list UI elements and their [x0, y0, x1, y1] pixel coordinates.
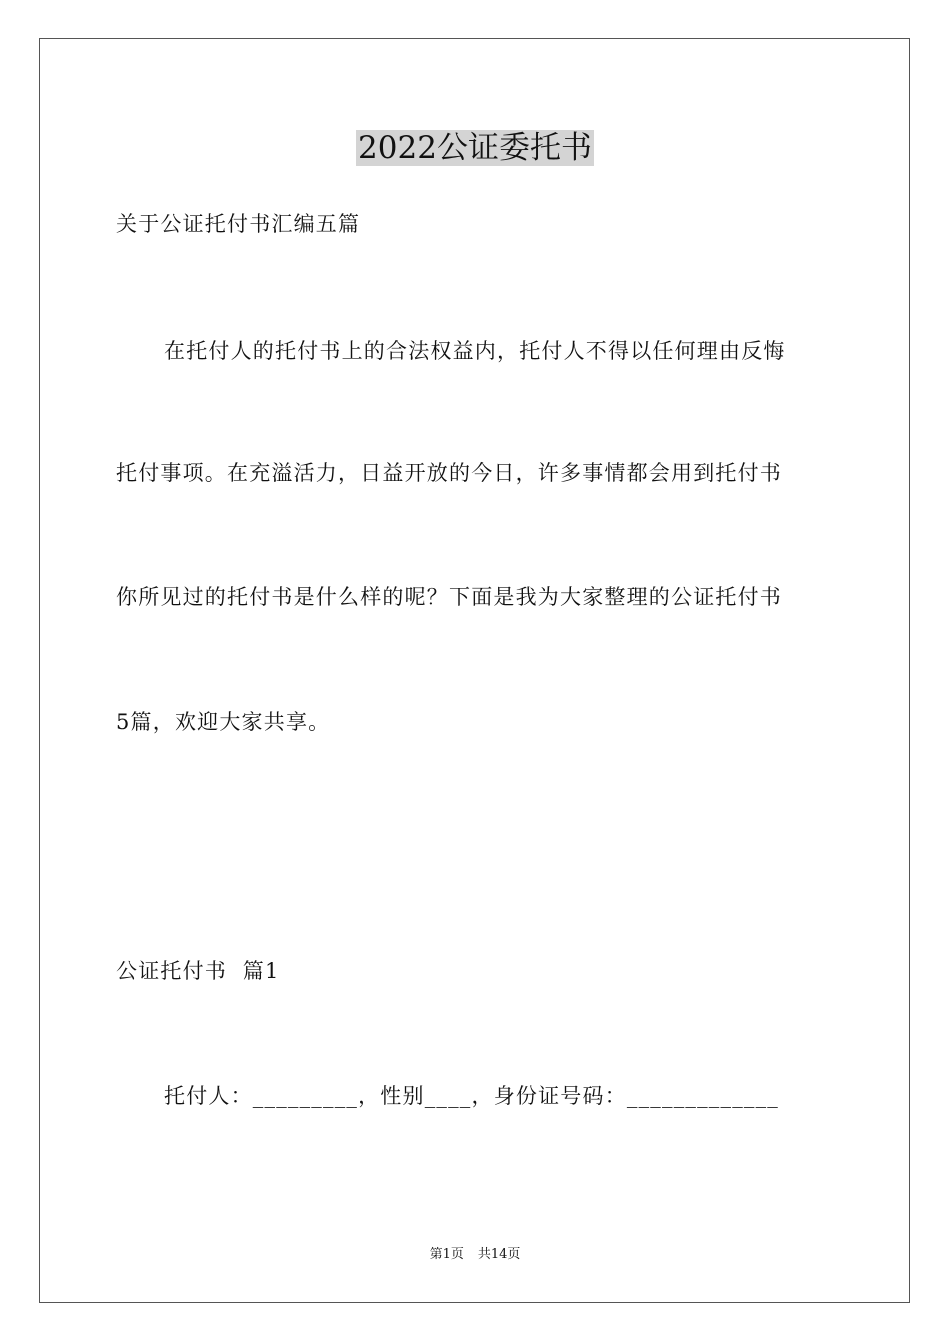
section-heading: 公证托付书 篇1 [116, 959, 280, 983]
paragraph-line-1: 在托付人的托付书上的合法权益内，托付人不得以任何理由反悔 [164, 339, 786, 363]
page-total: 共14页 [477, 1247, 521, 1262]
paragraph-line-2: 托付事项。在充溢活力，日益开放的今日，许多事情都会用到托付书 [116, 461, 782, 485]
document-title [0, 128, 950, 168]
paragraph-line-4: 5篇，欢迎大家共享。 [116, 710, 331, 734]
page-current: 第1页 [429, 1247, 464, 1262]
document-subtitle: 关于公证托付书汇编五篇 [116, 212, 361, 236]
form-line-principal: 托付人：_________，性别____，身份证号码：_____________ [164, 1084, 779, 1108]
paragraph-line-3: 你所见过的托付书是什么样的呢？下面是我为大家整理的公证托付书 [116, 585, 782, 609]
page-footer [0, 1246, 950, 1264]
document-title-text: 2022公证委托书 [358, 130, 592, 166]
